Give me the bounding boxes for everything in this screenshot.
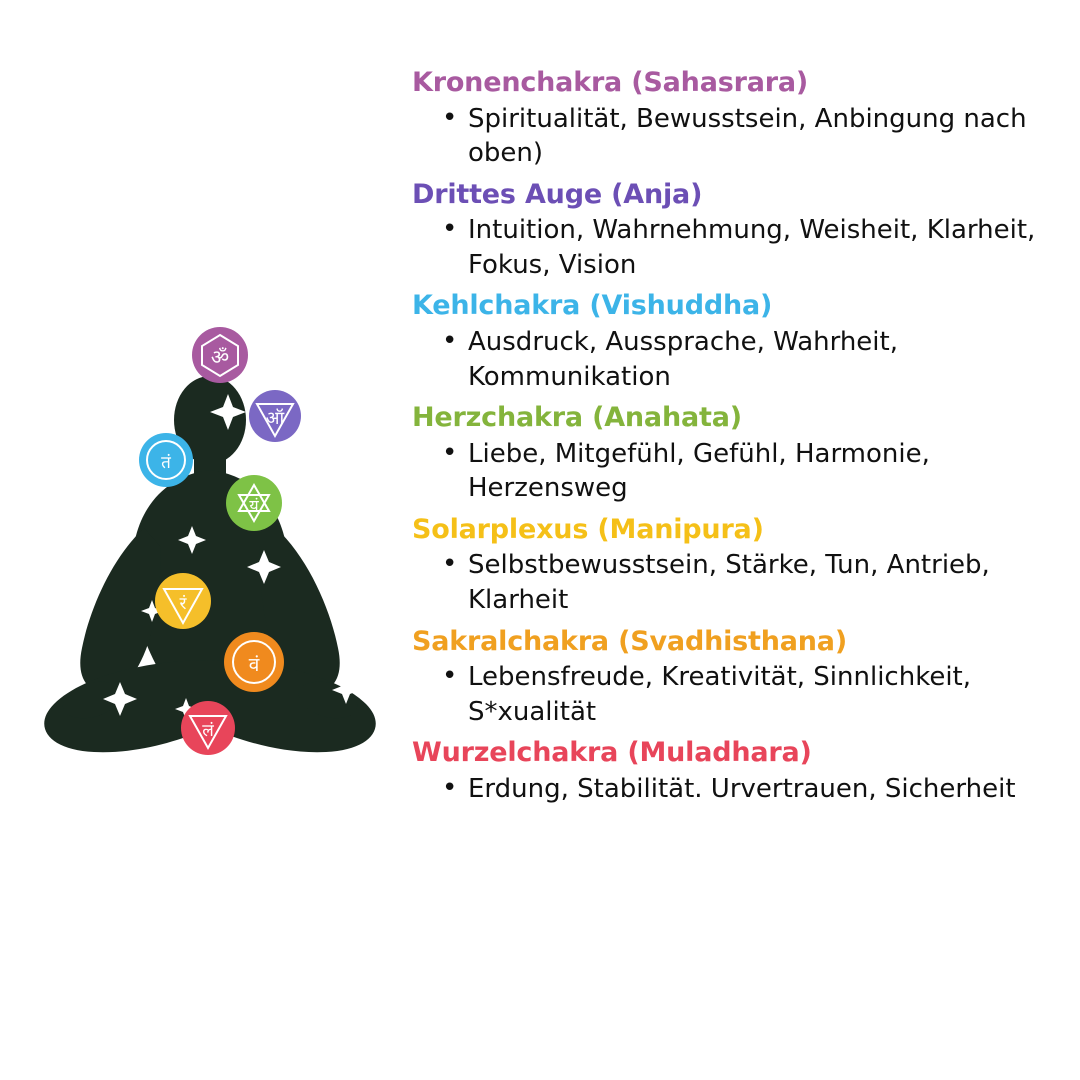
chakra-items-sacral (412, 660, 1062, 729)
solar-plexus-chakra-point[interactable] (155, 573, 211, 629)
illustration-panel (0, 0, 410, 1080)
list-item: • Erdung, Stabilität. Urvertrauen, Sicherheit (468, 772, 1062, 807)
list-item: • Ausdruck, Aussprache, Wahrheit, Kommunikation (468, 325, 1062, 394)
list-item: • Intuition, Wahrnehmung, Weisheit, Klarheit, Fokus, Vision (468, 213, 1062, 282)
list-item: • Lebensfreude, Kreativität, Sinnlichkeit, S*xualität (468, 660, 1062, 729)
third-eye-chakra-point[interactable] (249, 390, 301, 442)
meditating-figure-illustration (20, 300, 400, 800)
chakra-block-sacral (412, 625, 1062, 730)
chakra-block-third-eye (412, 178, 1062, 283)
chakra-block-root (412, 736, 1062, 806)
chakra-title-crown: Kronenchakra (Sahasrara) (412, 67, 809, 98)
svg-text:यं: यं (249, 496, 259, 515)
list-item: • Selbstbewusstsein, Stärke, Tun, Antrieb, Klarheit (468, 548, 1062, 617)
root-chakra-point[interactable] (181, 701, 235, 755)
chakra-block-solar-plexus (412, 513, 1062, 618)
chakra-title-third-eye: Drittes Auge (Anja) (412, 178, 703, 210)
svg-text:लं: लं (202, 721, 214, 741)
svg-text:वं: वं (248, 654, 260, 676)
chakra-title-throat: Kehlchakra (Vishuddha) (412, 290, 773, 322)
chakra-title-root: Wurzelchakra (Muladhara) (412, 737, 812, 769)
chakra-title-heart: Herzchakra (Anahata) (412, 402, 742, 434)
chakra-block-throat (412, 289, 1062, 394)
chakra-items-third-eye (412, 213, 1062, 282)
svg-text:ऑ: ऑ (265, 408, 285, 429)
throat-chakra-point[interactable] (139, 433, 193, 487)
svg-text:ॐ: ॐ (210, 345, 230, 369)
chakra-block-heart (412, 401, 1062, 506)
chakra-items-crown (412, 102, 1062, 171)
svg-text:रं: रं (179, 594, 187, 614)
chakra-items-root (412, 772, 1062, 807)
chakra-block-crown (412, 66, 1062, 171)
svg-text:तं: तं (161, 453, 171, 473)
list-item: • Spiritualität, Bewusstsein, Anbingung nach oben) (468, 102, 1062, 171)
chakra-title-sacral: Sakralchakra (Svadhisthana) (412, 625, 847, 657)
chakra-text-list (412, 66, 1062, 813)
chakra-title-solar-plexus: Solarplexus (Manipura) (412, 513, 764, 545)
sacral-chakra-point[interactable] (224, 632, 284, 692)
list-item: • Liebe, Mitgefühl, Gefühl, Harmonie, Herzensweg (468, 437, 1062, 506)
figure-silhouette (44, 376, 376, 752)
chakra-items-heart (412, 437, 1062, 506)
chakra-items-throat (412, 325, 1062, 394)
crown-chakra-point[interactable] (192, 327, 248, 383)
chakra-items-solar-plexus (412, 548, 1062, 617)
heart-chakra-point[interactable] (226, 475, 282, 531)
